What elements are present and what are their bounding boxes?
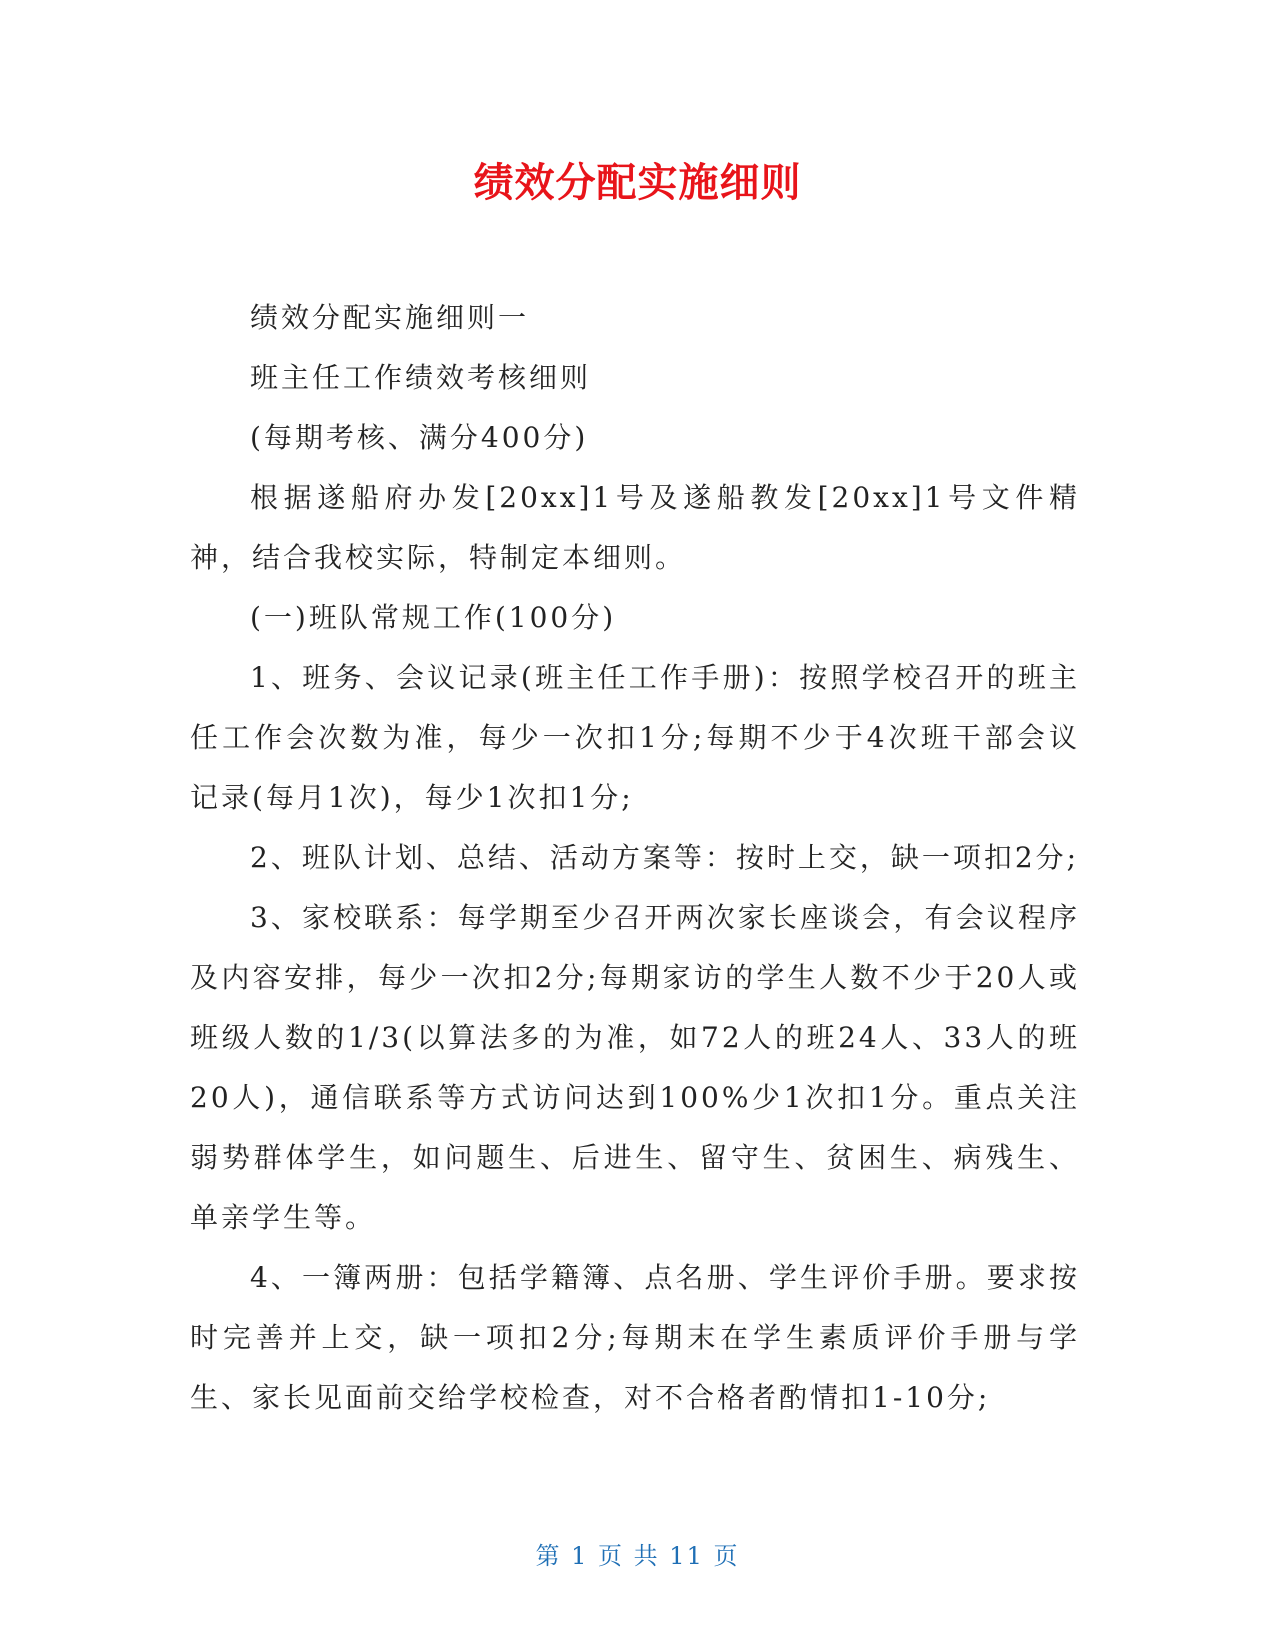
paragraph-item-1: 1、班务、会议记录(班主任工作手册)：按照学校召开的班主任工作会次数为准，每少一次扣1分;每期不少于4次班干部会议记录(每月1次)，每少1次扣1分; <box>190 661 1080 814</box>
paragraph-part-one-heading: (一)班队常规工作(100分) <box>250 601 617 634</box>
paragraph-intro: 根据遂船府办发[20xx]1号及遂船教发[20xx]1号文件精神，结合我校实际，特制定本细则。 <box>190 481 1080 574</box>
paragraph-item-3: 3、家校联系：每学期至少召开两次家长座谈会，有会议程序及内容安排，每少一次扣2分;每期家访的学生人数不少于20人或班级人数的1/3(以算法多的为准，如72人的班24人、33人的班20人)，通信联系等方式访问达到100%少1次扣1分。重点关注弱势群体学生，如问题生、后进生、留守生、贫困生、病残生、单亲学生等。 <box>190 901 1080 1234</box>
paragraph-scoring-note: (每期考核、满分400分) <box>250 421 589 454</box>
paragraph-subtitle: 班主任工作绩效考核细则 <box>250 361 592 394</box>
paragraph-item-4: 4、一簿两册：包括学籍簿、点名册、学生评价手册。要求按时完善并上交，缺一项扣2分;每期末在学生素质评价手册与学生、家长见面前交给学校检查，对不合格者酌情扣1-10分; <box>190 1261 1080 1414</box>
page-number-footer: 第 1 页 共 11 页 <box>535 1542 740 1570</box>
document-title: 绩效分配实施细则 <box>473 160 802 206</box>
paragraph-section-heading: 绩效分配实施细则一 <box>250 301 530 334</box>
paragraph-item-2: 2、班队计划、总结、活动方案等：按时上交，缺一项扣2分; <box>250 841 1080 874</box>
document-body <box>190 288 1080 1428</box>
